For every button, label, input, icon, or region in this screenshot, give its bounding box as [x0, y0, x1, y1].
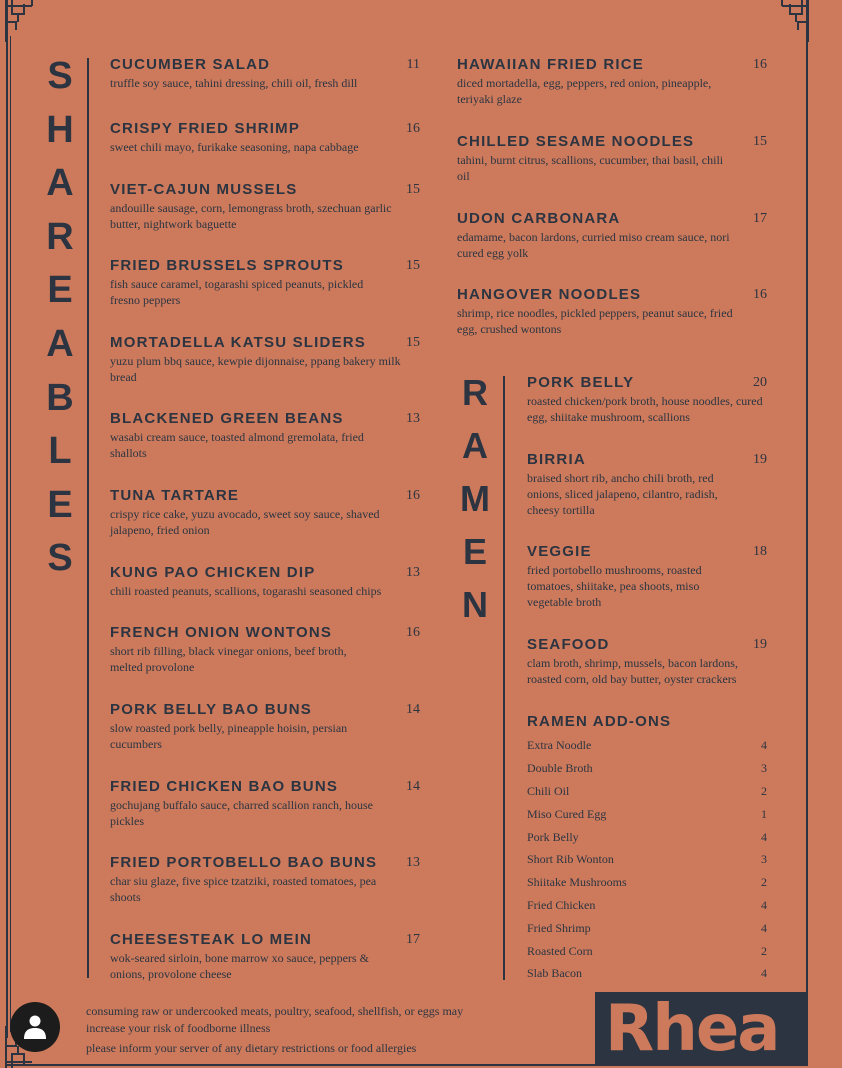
- item-description: yuzu plum bbq sauce, kewpie dijonnaise, ppang bakery milk bread: [110, 354, 401, 385]
- item-name: VIET-CAJUN MUSSELS: [110, 181, 298, 198]
- menu-item: [457, 133, 767, 184]
- item-name: BIRRIA: [527, 451, 586, 468]
- item-description: braised short rib, ancho chili broth, red onions, sliced jalapeno, cilantro, radish, cheesy tortilla: [527, 471, 718, 518]
- item-description: crispy rice cake, yuzu avocado, sweet soy sauce, shaved jalapeno, fried onion: [110, 507, 380, 538]
- addon-name: Extra Noodle: [527, 738, 592, 752]
- item-price: 18: [753, 544, 767, 559]
- menu-item: [110, 931, 420, 982]
- addon-price: 3: [761, 761, 767, 775]
- item-price: 17: [753, 211, 767, 226]
- section-title-shareables: [40, 50, 80, 586]
- item-description: clam broth, shrimp, mussels, bacon lardons, roasted corn, old bay butter, oyster crackers: [527, 656, 738, 687]
- menu-item: [110, 56, 420, 91]
- item-description: sweet chili mayo, furikake seasoning, napa cabbage: [110, 140, 359, 154]
- title-letter: R: [462, 372, 488, 413]
- menu-item: [110, 181, 420, 232]
- frame-border-inner-left: [10, 36, 11, 1032]
- dietary-notice: please inform your server of any dietary restrictions or food allergies: [86, 1041, 417, 1055]
- title-letter: B: [46, 376, 74, 419]
- menu-item: [527, 451, 767, 519]
- addon-price: 1: [761, 807, 767, 821]
- item-name: CHEESESTEAK LO MEIN: [110, 931, 312, 948]
- addon-price: 2: [761, 784, 767, 798]
- item-price: 15: [406, 335, 420, 350]
- item-description: fish sauce caramel, togarashi spiced peanuts, pickled fresno peppers: [110, 277, 364, 308]
- footer-disclaimer: [86, 1003, 466, 1057]
- item-name: FRIED CHICKEN BAO BUNS: [110, 778, 339, 795]
- item-name: PORK BELLY BAO BUNS: [110, 701, 312, 718]
- item-description: chili roasted peanuts, scallions, togarashi seasoned chips: [110, 584, 382, 598]
- addon-name: Fried Chicken: [527, 898, 596, 912]
- item-name: FRIED BRUSSELS SPROUTS: [110, 257, 344, 274]
- addon-name: Shiitake Mushrooms: [527, 875, 627, 889]
- title-letter: M: [460, 478, 490, 519]
- item-description: char siu glaze, five spice tzatziki, roasted tomatoes, pea shoots: [110, 874, 377, 905]
- profile-avatar-button[interactable]: [10, 1002, 60, 1052]
- addon-name: Chili Oil: [527, 784, 570, 798]
- item-price: 19: [753, 637, 767, 652]
- item-name: TUNA TARTARE: [110, 487, 240, 504]
- item-description: truffle soy sauce, tahini dressing, chili oil, fresh dill: [110, 76, 358, 90]
- item-price: 15: [753, 134, 767, 149]
- item-name: CUCUMBER SALAD: [110, 56, 271, 73]
- foodborne-warning: consuming raw or undercooked meats, poultry, seafood, shellfish, or eggs may increase your risk of foodborne illness: [86, 1004, 464, 1035]
- item-description: fried portobello mushrooms, roasted tomatoes, shiitake, pea shoots, miso vegetable broth: [527, 563, 702, 610]
- addon-price: 2: [761, 944, 767, 958]
- title-letter: S: [47, 55, 73, 97]
- menu-item: [457, 286, 767, 337]
- item-name: BLACKENED GREEN BEANS: [110, 410, 344, 427]
- item-description: wok-seared sirloin, bone marrow xo sauce, peppers & onions, provolone cheese: [110, 951, 369, 982]
- menu-item: [110, 487, 420, 538]
- addon-name: Slab Bacon: [527, 966, 582, 980]
- item-price: 19: [753, 452, 767, 467]
- item-price: 20: [753, 375, 767, 390]
- menu-item: [110, 120, 420, 155]
- title-letter: E: [47, 483, 73, 526]
- addon-price: 4: [761, 966, 767, 980]
- item-name: UDON CARBONARA: [457, 210, 621, 227]
- addons-section: [527, 713, 767, 731]
- item-name: VEGGIE: [527, 543, 592, 560]
- title-letter: A: [46, 162, 74, 205]
- item-description: wasabi cream sauce, toasted almond gremolata, fried shallots: [110, 430, 364, 461]
- menu-item: [110, 257, 420, 308]
- addon-name: Double Broth: [527, 761, 593, 775]
- addon-name: Short Rib Wonton: [527, 852, 614, 866]
- divider-line: [503, 376, 505, 980]
- addon-name: Roasted Corn: [527, 944, 593, 958]
- item-description: shrimp, rice noodles, pickled peppers, peanut sauce, fried egg, crushed wontons: [457, 306, 733, 337]
- item-description: andouille sausage, corn, lemongrass broth, szechuan garlic butter, nightwork baguette: [110, 201, 392, 232]
- menu-item: [457, 56, 767, 107]
- menu-item: [110, 778, 420, 829]
- menu-item: [527, 374, 767, 425]
- item-name: PORK BELLY: [527, 374, 635, 391]
- item-name: SEAFOOD: [527, 636, 610, 653]
- menu-item: [110, 334, 420, 385]
- addon-price: 4: [761, 830, 767, 844]
- item-name: HANGOVER NOODLES: [457, 286, 642, 303]
- item-name: MORTADELLA KATSU SLIDERS: [110, 334, 367, 351]
- item-name: HAWAIIAN FRIED RICE: [457, 56, 644, 73]
- title-letter: S: [47, 537, 73, 580]
- menu-item: [527, 543, 767, 611]
- item-price: 16: [406, 488, 420, 503]
- item-price: 15: [406, 258, 420, 273]
- addons-title: RAMEN ADD-ONS: [527, 713, 672, 730]
- item-name: FRIED PORTOBELLO BAO BUNS: [110, 854, 378, 871]
- menu-item: [110, 624, 420, 675]
- title-letter: L: [48, 430, 72, 473]
- menu-item: [110, 564, 420, 599]
- item-price: 14: [406, 702, 420, 717]
- item-price: 14: [406, 779, 420, 794]
- title-letter: H: [46, 108, 74, 151]
- item-price: 11: [406, 57, 420, 72]
- item-name: KUNG PAO CHICKEN DIP: [110, 564, 316, 581]
- item-description: tahini, burnt citrus, scallions, cucumber, thai basil, chili oil: [457, 153, 724, 184]
- section-title-ramen: [455, 366, 495, 631]
- addon-price: 2: [761, 875, 767, 889]
- title-letter: E: [47, 269, 73, 312]
- corner-ornament-icon: [766, 0, 812, 42]
- menu-item: [457, 210, 767, 261]
- menu-item: [527, 636, 767, 687]
- frame-border-right: [806, 0, 808, 1038]
- item-price: 13: [406, 565, 420, 580]
- item-price: 17: [406, 932, 420, 947]
- addon-name: Fried Shrimp: [527, 921, 591, 935]
- item-description: diced mortadella, egg, peppers, red onion, pineapple, teriyaki glaze: [457, 76, 712, 107]
- item-description: slow roasted pork belly, pineapple hoisin, persian cucumbers: [110, 721, 348, 752]
- menu-item: [110, 410, 420, 461]
- menu-item: [110, 854, 420, 905]
- item-description: edamame, bacon lardons, curried miso cream sauce, nori cured egg yolk: [457, 230, 730, 261]
- item-price: 13: [406, 855, 420, 870]
- item-description: gochujang buffalo sauce, charred scallion ranch, house pickles: [110, 798, 374, 829]
- title-letter: N: [462, 584, 488, 625]
- item-name: CRISPY FRIED SHRIMP: [110, 120, 301, 137]
- addon-price: 3: [761, 852, 767, 866]
- item-price: 15: [406, 182, 420, 197]
- divider-line: [87, 58, 89, 978]
- addon-name: Miso Cured Egg: [527, 807, 607, 821]
- logo-text: Rhea: [605, 992, 779, 1066]
- title-letter: A: [46, 322, 74, 365]
- menu-item: [110, 701, 420, 752]
- item-price: 16: [753, 57, 767, 72]
- item-price: 16: [406, 121, 420, 136]
- item-description: short rib filling, black vinegar onions, beef broth, melted provolone: [110, 644, 347, 675]
- restaurant-logo: [595, 992, 808, 1066]
- title-letter: A: [462, 425, 488, 466]
- frame-border-left: [6, 0, 8, 1038]
- item-price: 16: [753, 287, 767, 302]
- item-name: FRENCH ONION WONTONS: [110, 624, 333, 641]
- item-price: 16: [406, 625, 420, 640]
- title-letter: E: [462, 531, 487, 572]
- item-description: roasted chicken/pork broth, house noodles, cured egg, shiitake mushroom, scallions: [527, 394, 763, 425]
- item-price: 13: [406, 411, 420, 426]
- corner-ornament-icon: [2, 0, 48, 42]
- addon-name: Pork Belly: [527, 830, 579, 844]
- person-icon: [23, 1014, 47, 1040]
- addon-price: 4: [761, 738, 767, 752]
- addon-price: 4: [761, 898, 767, 912]
- title-letter: R: [46, 215, 74, 258]
- addon-price: 4: [761, 921, 767, 935]
- item-name: CHILLED SESAME NOODLES: [457, 133, 695, 150]
